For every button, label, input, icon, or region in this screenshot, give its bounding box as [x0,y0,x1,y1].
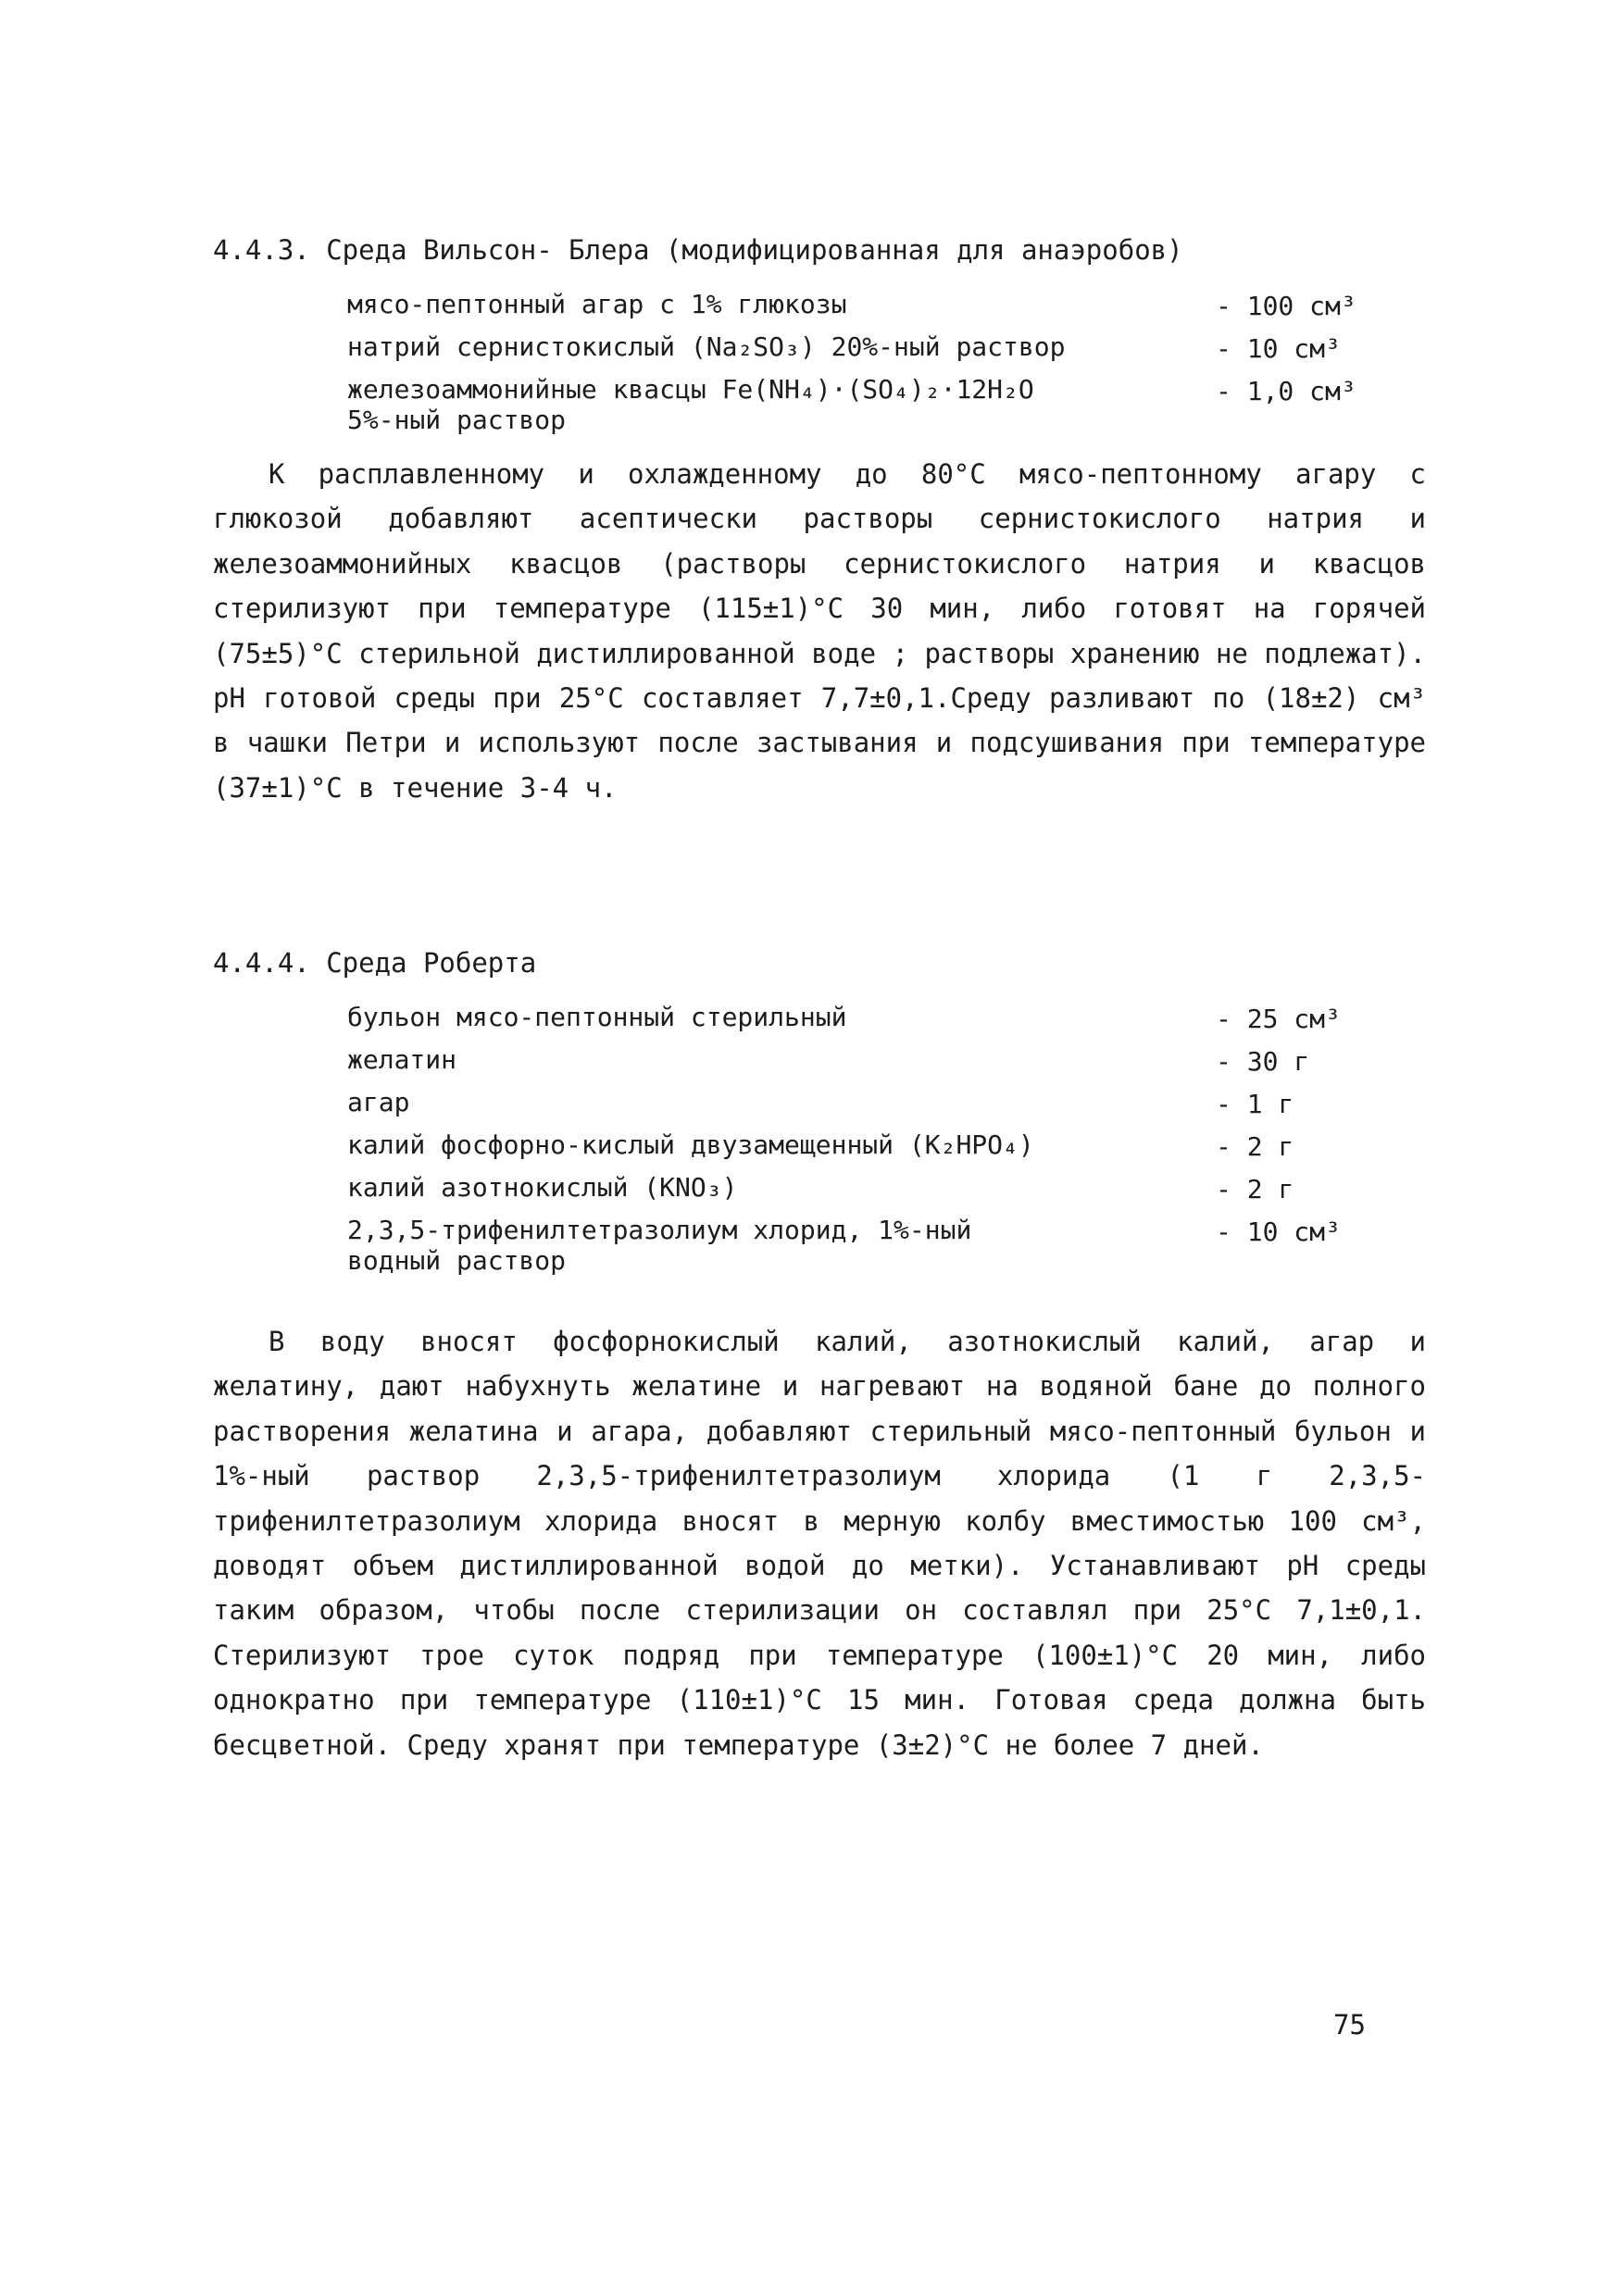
ingredient-name: калий азотнокислый (KNO₃) [347,1172,738,1203]
ingredient-row [347,1087,1394,1129]
ingredient-amount: - 1 г [1216,1089,1294,1119]
ingredient-amount: - 10 см³ [1216,333,1341,364]
ingredient-row [347,374,1394,444]
paragraph-robert-preparation: В воду вносят фосфорнокислый калий, азотнокислый калий, агар и желатину, дают набухнуть желатине и нагревают на водяной бане до полного растворения желатина и агара, добавляют стерильный мясо-пептонный бульон и 1%-ный раствор 2,3,5-трифенилтетразолиум хлорида (1 г 2,3,5-трифенилтетразолиум хлорида вносят в мерную колбу вместимостью 100 см³, доводят объем дистиллированной водой до метки). Устанавливают pH среды таким образом, чтобы после стерилизации он составлял при 25°С 7,1±0,1. Стерилизуют трое суток подряд при температуре (100±1)°С 20 мин, либо однократно при температуре (110±1)°С 15 мин. Готовая среда должна быть бесцветной. Среду хранят при температуре (3±2)°С не более 7 дней. [213,1326,1426,1761]
ingredient-name: 2,3,5-трифенилтетразолиум хлорид, 1%-ный водный раствор [347,1215,972,1276]
ingredient-row [347,1129,1394,1172]
ingredient-name: натрий сернистокислый (Na₂SO₃) 20%-ный раствор [347,331,1066,362]
ingredient-amount: - 1,0 см³ [1216,376,1356,406]
ingredient-row [347,1002,1394,1044]
ingredient-name: мясо-пептонный агар с 1% глюкозы [347,289,847,319]
ingredient-amount: - 10 см³ [1216,1217,1341,1247]
ingredient-row [347,331,1394,374]
ingredient-row [347,1215,1394,1285]
page-number: 75 [1333,2009,1366,2040]
paragraph-wilson-blair-preparation: К расплавленному и охлажденному до 80°С мясо-пептонному агару с глюкозой добавляют асептически растворы сернистокислого натрия и железоаммонийных квасцов (растворы сернистокислого натрия и квасцов стерилизуют при температуре (115±1)°С 30 мин, либо готовят на горячей (75±5)°С стерильной дистиллированной воде ; растворы хранению не подлежат). pH готовой среды при 25°С составляет 7,7±0,1.Среду разливают по (18±2) см³ в чашки Петри и используют после застывания и подсушивания при температуре (37±1)°С в течение 3-4 ч. [213,458,1426,804]
ingredient-amount: - 100 см³ [1216,291,1356,321]
ingredient-amount: - 2 г [1216,1131,1294,1162]
ingredient-amount: - 30 г [1216,1046,1310,1077]
ingredient-name: агар [347,1087,410,1117]
ingredient-name: желатин [347,1044,457,1075]
section-heading-4-4-3: 4.4.3. Среда Вильсон- Блера (модифицированная для анаэробов) [213,234,1183,266]
ingredient-name: железоаммонийные квасцы Fe(NH₄)·(SO₄)₂·12H₂O 5%-ный раствор [347,374,1034,435]
ingredient-row [347,1172,1394,1215]
ingredient-amount: - 25 см³ [1216,1004,1341,1034]
ingredient-row [347,289,1394,331]
section-heading-4-4-4: 4.4.4. Среда Роберта [213,947,537,979]
ingredient-name: калий фосфорно-кислый двузамещенный (K₂HPO₄) [347,1129,1034,1160]
ingredient-name: бульон мясо-пептонный стерильный [347,1002,847,1032]
ingredient-list-wilson-blair [347,289,1394,444]
ingredient-list-robert [347,1002,1394,1285]
ingredient-amount: - 2 г [1216,1174,1294,1204]
ingredient-row [347,1044,1394,1087]
